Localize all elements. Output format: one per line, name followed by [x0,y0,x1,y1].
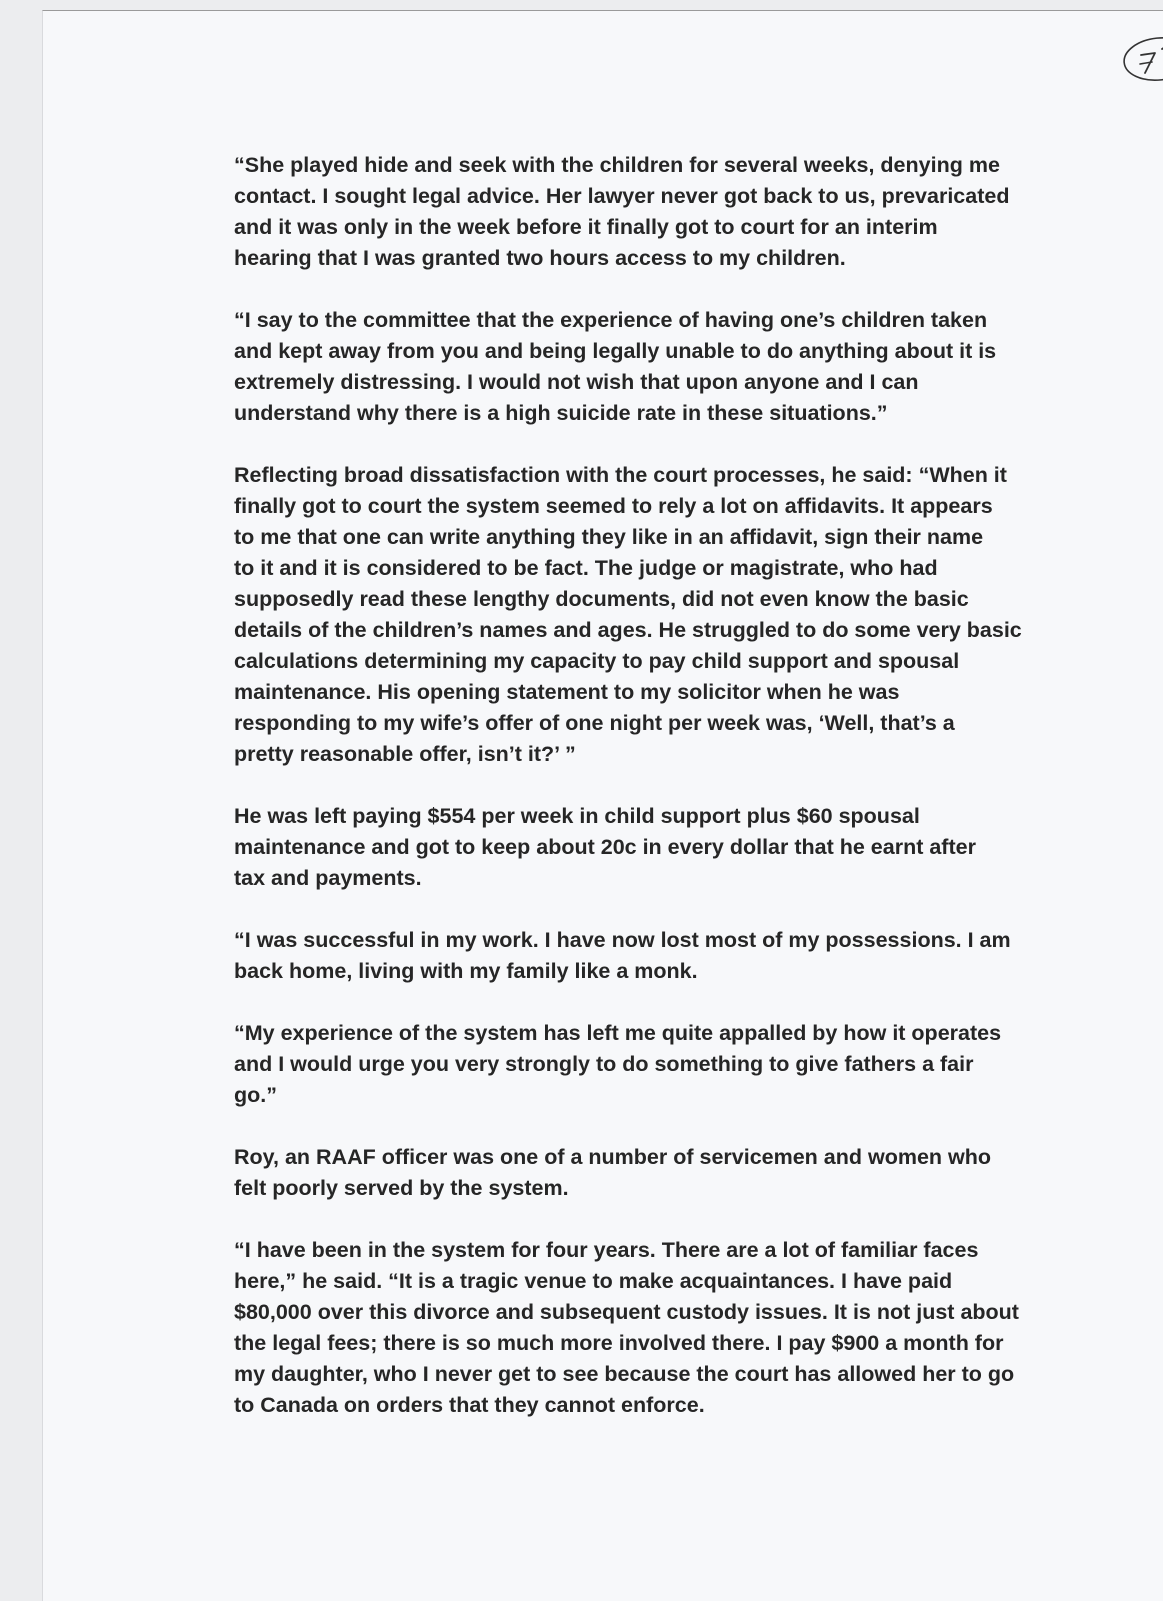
paragraph: “She played hide and seek with the children for several weeks, denying me contact. I sought legal advice. Her lawyer never got back to us, prevaricated and it was only in the week before it finally got to court for an interim hearing that I was granted two hours access to my children. [234,153,1010,270]
paragraph: “I have been in the system for four years. There are a lot of familiar faces here,” he said. “It is a tragic venue to make acquaintances. I have paid $80,000 over this divorce and subsequent custody issues. It is not just about the legal fees; there is so much more involved there. I pay $900 a month for my daughter, who I never get to see because the court has allowed her to go to Canada on orders that they cannot enforce. [234,1238,1019,1417]
paragraph: Reflecting broad dissatisfaction with the court processes, he said: “When it finally got to court the system seemed to rely a lot on affidavits. It appears to me that one can write anything they like in an affidavit, sign their name to it and it is considered to be fact. The judge or magistrate, who had supposedly read these lengthy documents, did not even know the basic details of the children’s names and ages. He struggled to do some very basic calculations determining my capacity to pay child support and spousal maintenance. His opening statement to my solicitor when he was responding to my wife’s offer of one night per week was, ‘Well, that’s a pretty reasonable offer, isn’t it?’ ” [234,463,1022,766]
paragraph: Roy, an RAAF officer was one of a number of servicemen and women who felt poorly served by the system. [234,1145,992,1200]
document-page [42,10,1163,1601]
page-number-circle-icon [1121,33,1163,83]
paragraph: He was left paying $554 per week in child support plus $60 spousal maintenance and got to keep about 20c in every dollar that he earnt after tax and payments. [234,804,976,890]
paragraph: “I say to the committee that the experience of having one’s children taken and kept away from you and being legally unable to do anything about it is extremely distressing. I would not wish that upon anyone and I can understand why there is a high suicide rate in these situations.” [234,308,997,425]
paragraph: “My experience of the system has left me quite appalled by how it operates and I would urge you very strongly to do something to give fathers a fair go.” [234,1021,1002,1107]
handwritten-page-number [1121,33,1163,83]
paragraph: “I was successful in my work. I have now lost most of my possessions. I am back home, living with my family like a monk. [234,928,1011,983]
document-body [234,150,1064,1421]
